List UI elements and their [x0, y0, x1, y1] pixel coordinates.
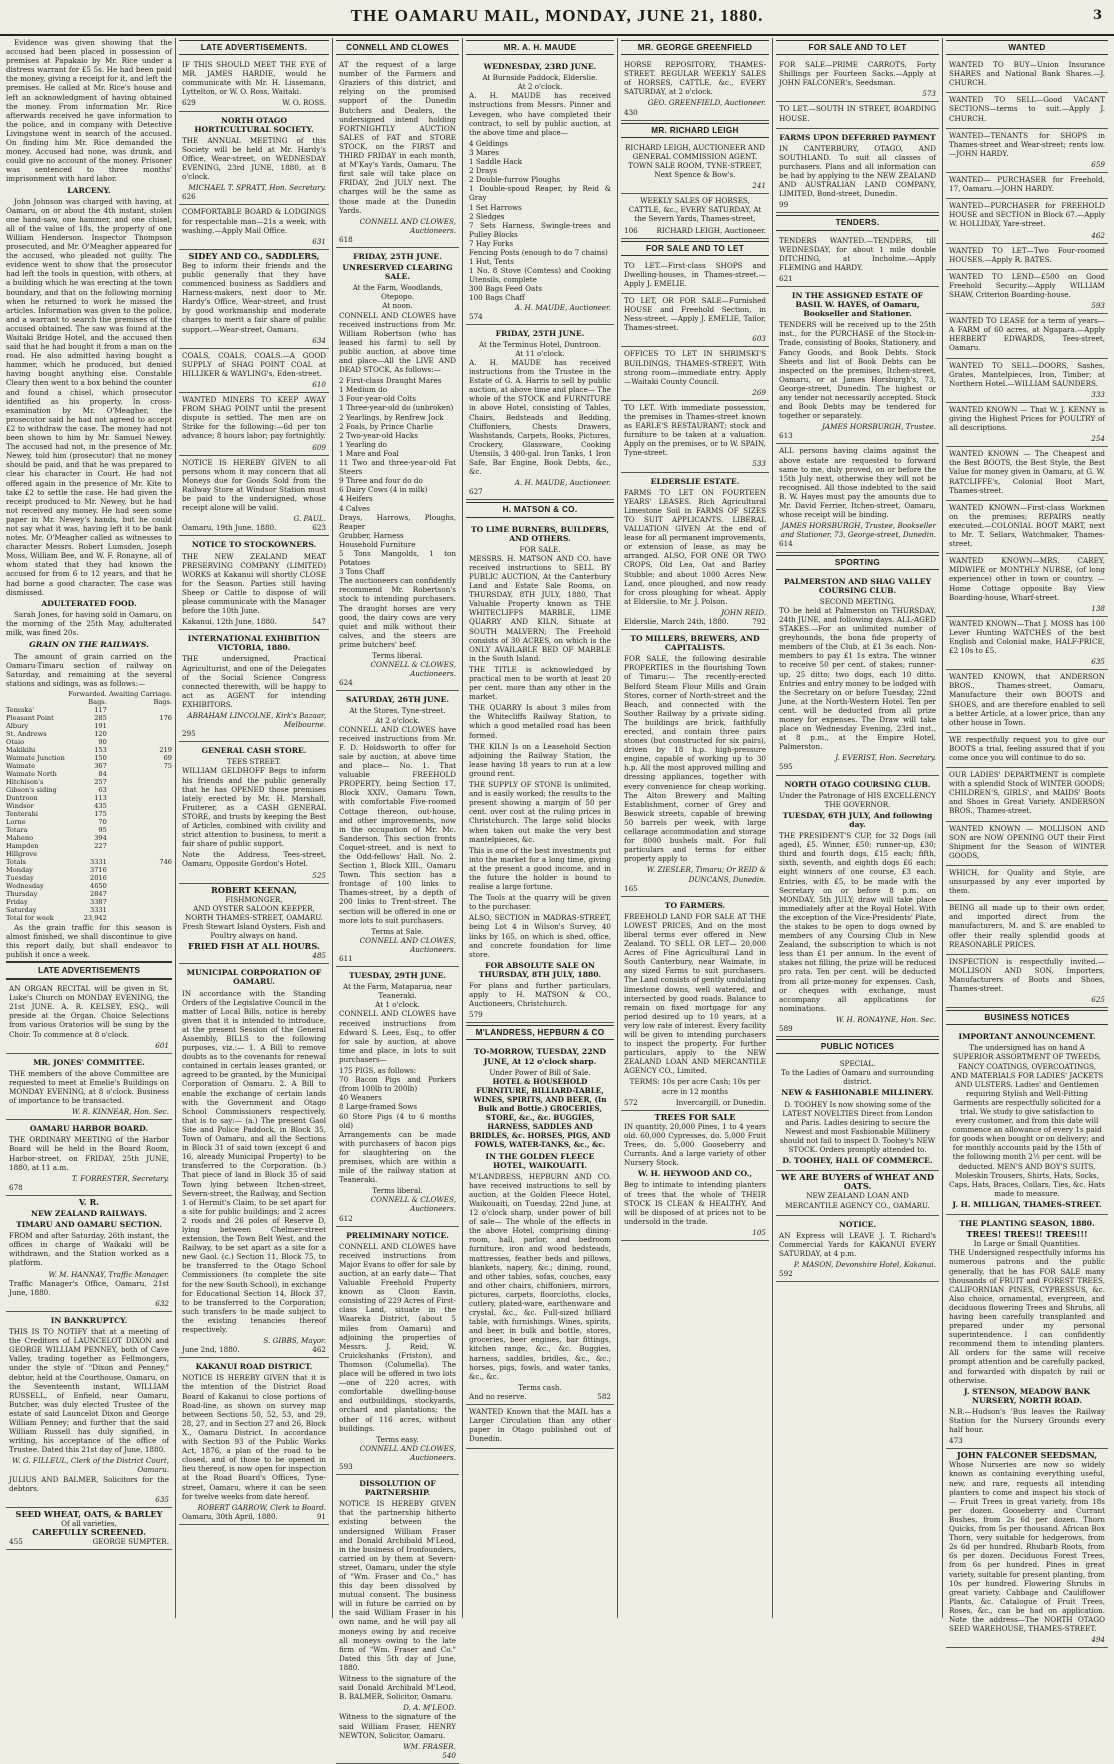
table-row: Tuesday 2016 — [6, 873, 107, 882]
wanted-ad: WANTED—TENANTS for SHOPS in Thames-street and Wear-street; rents low.—JOHN HARDY. 659 — [946, 129, 1108, 173]
list-item: Drays, Harrows, Ploughs, Reaper — [339, 512, 456, 531]
jones-committee-ad: MR. JONES' COMMITTEE. THE members of the above Committee are requested to meet at Emelie's Buildings on MONDAY EVENING, at 8 o'clock. Business of importance to be transacted. W. R. KINNEAR, Hon. Sec. — [6, 1054, 172, 1121]
hardie-ad: IF THIS SHOULD MEET THE EYE of MR. JAMES HARDIE, would he communicate with Mr. H. Lissemann, Lyttelton, or W. O. Ross, Waitaki. 629 W. O. ROSS. — [179, 58, 329, 111]
late-ads-heading-2: LATE ADVERTISEMENTS. — [179, 40, 329, 55]
list-item: 4 Geldings — [469, 138, 508, 148]
buyers-ad: WE ARE BUYERS of WHEAT AND OATS. NEW ZEALAND LOAN AND MERCANTILE AGENCY CO., OAMARU. — [776, 1171, 939, 1215]
railways-ad: V. R. NEW ZEALAND RAILWAYS. TIMARU AND OAMARU SECTION. FROM and after Saturday, 26th instant, the offices in charge of Waikaki will be withdrawn, and the Station worked as a platform. W. M. HANNAY, Traffic Manager. Traffic Manager's Office, Oamaru, 21st June, 1880. 632 — [6, 1196, 172, 1312]
kakanui-road-ad: KAKANUI ROAD DISTRICT. NOTICE IS HEREBY GIVEN that it is the intention of the District Road Board of Kakanui to close portions of Road-line, as shown on survey map between Sections 50, 52, 53, and 29, 28, 27, and in Section 27 and 26, Block X., Oamaru District. In accordance with Section 93 of the Public Works Act, 1876, a plan of the road to be closed, and of those to be opened in lieu thereof, is now open for inspection at the Road Board's Offices, Tyne-street, Oamaru, where it can be seen for twelve weeks from date hereof. ROBERT GARROW, Clerk to Board. Oamaru, 30th April, 1880. 91 — [179, 1358, 329, 1525]
larceny-heading: LARCENY. — [67, 185, 111, 195]
stock-sales-ad: AT the request of a large number of the Farmers and Graziers of this district, and relying on the promised support of the Dunedin Butchers and Dealers, the undersigned intend holding FORTNIGHTLY AUCTION SALES of FAT and STORE STOCK, on the FIRST and THIRD FRIDAY in each month, at M'Kay's Yards, Oamaru. The first sale will take place on FRIDAY, 2nd JULY next. The charges will be the same as those made at the Dunedin Yards. CONNELL AND CLOWES, Auctioneers. 618 — [336, 58, 459, 248]
harbor-board-ad: OAMARU HARBOR BOARD. THE ORDINARY MEETING of the Harbor Board will be held in the Board Room, Harbor-street, on FRIDAY, 25th JUNE, 1880, at 11 a.m. T. FORRESTER, Secretary. 678 — [6, 1120, 172, 1196]
wanted-ad: WANTED KNOWN—MRS. CAREY, MIDWIFE or MONTHLY NURSE, (of long experience) other in town or country. —Home Cottage opposite Bay View Boarding-house, Wharf-street. 138 — [946, 554, 1108, 617]
circulation-ad: WANTED Known that the MAIL has a Larger Circulation than any other paper in Otago published out of Dunedin. — [466, 1405, 614, 1449]
maude-burnside-ad: WEDNESDAY, 23RD JUNE. At Burnside Paddock, Elderslie. At 2 o'clock. A. H. MAUDE has received instructions from Messrs. Pinner and Levegen, who have completed their contract, to sell by public auction, at the above time and place— 4 Geldings 3 Mares 1 Saddle Hack 2 Drays 2 Double-furrow Ploughs 1 Double-spoud Reaper, by Reid & Gray 1 Set Harrows 2 Sledges 7 Sets Harness, Swingle-trees and Pulley Blocks 7 Hay Forks Fencing Posts (enough to do 7 chains) 1 Hut, Tents 1 No. 8 Stove (Comtess) and Cooking Utensils, complete 300 Bags Feed Oats 100 Bags Chaff A. H. MAUDE, Auctioneer. 574 — [466, 58, 614, 325]
horticultural-ad: NORTH OTAGO HORTICULTURAL SOCIETY. THE ANNUAL MEETING of this Society will be held at Mr. Hardy's Office, Wear-street, on WEDNESDAY EVENING, 23rd JUNE, 1880, at 8 o'clock. MICHAEL T. SPRATT, Hon. Secretary. 626 — [179, 112, 329, 206]
falconer-ad: JOHN FALCONER SEEDSMAN, Whose Nurseries are now so widely known as containing everything useful, new, and rare, requests all intending planters to come and inspect his stock of— Fruit Trees in great variety, from 18s per dozen. Gooseberry and Currant Bushes, from 2s 6d per dozen. Thorn Quicks, from 5s per thousand. African Box Thorn, very suitable for hedgerows, from 2s 6d per hundred. Rhubarb Roots, from 6s per dozen. Deciduous Forest Trees, from 6s per hundred. Pines in great variety, suitable for present planting, from 10s per hundred. Flowering Shrubs in great variety. Cabbage and Cauliflower Plants, &c. Catalogue of Fruit Trees, Roses, &c., can be had on application. Note the address—The NORTH OTAGO SEED WAREHOUSE, THAMES-STREET. 494 — [946, 1449, 1108, 1648]
list-item: 7 Sets Harness, Swingle-trees and Pulley Blocks — [469, 220, 611, 239]
express-ad: NOTICE. AN Express will LEAVE J. T. Richard's Commercial Yards for KAKANUI EVERY SATURDAY, at 4 p.m. P. MASON, Devonshire Hotel, Kakanui. 592 — [776, 1216, 939, 1283]
table-row: Windsor 435 — [6, 801, 107, 810]
leigh-weekly-ad: WEEKLY SALES OF HORSES, CATTLE, &c., EVERY SATURDAY, At the Severn Yards, Thames-street, 106 RICHARD LEIGH, Auctioneer. — [621, 194, 769, 238]
bankruptcy-ad: IN BANKRUPTCY. THIS IS TO NOTIFY that at a meeting of the Creditors of LAUNCELOT DIXON and GEORGE WILLIAM PENNEY, both of Cave Valley, trading together as Fellmongers, under the style of "Dixon and Penney," debtor, held at the Courthouse, Oamaru, on the Seventeenth instant, WILLIAM RUSSELL, of Enfield, near Oamaru, Butcher, was duly elected Trustee of the estate of said Launcelot Dixon and George William Penney; and further that the said William Russell has duly signified, in writing, his acceptance of the office of Trustee. Dated this 21st day of June, 1880. W. G. FILLEUL, Clerk of the District Court, Oamaru. JULIUS AND BALMER, Solicitors for the debtors. 635 — [6, 1312, 172, 1508]
keenan-ad: ROBERT KEENAN, FISHMONGER, AND OYSTER SALOON KEEPER, NORTH THAMES-STREET, OAMARU. Fresh Stewart Island Oysters. Fish and Poultry always on hand. FRIED FISH AT ALL HOURS. 485 — [179, 884, 329, 965]
sporting-heading: SPORTING — [776, 555, 939, 570]
court-report: Evidence was given showing that the accused had been placed in possession of premises at Papakaio by Mr. Rice under a distress warrant for £5 5s. He had been paid the money, giving a receipt for it, and left the premises. He called at Mr. Rice's house and left an acknowledgment of having obtained the money. From information Mr. Rice afterwards received he gave information to the police, and in company with Detective Livingstone went in search of the accused. On finding him Mr. Rice demanded the money. Accused had none, was drunk, and could give no account of the money. Prisoner was sentenced to three months' imprisonment with hard labor. — [6, 38, 172, 184]
list-item: 3 Mares — [469, 147, 499, 157]
table-row: Monday 3716 — [6, 865, 107, 874]
millinery-ad: SPECIAL. To the Ladies of Oamaru and surrounding district. NEW & FASHIONABLE MILLINERY. D. TOOHEY Is now showing some of the LATEST NOVELTIES Direct from London and Paris. Ladies desiring to secure the Newest and most Fashionable Millinery should not fail to inspect D. Toohey's NEW STOCK. Orders promptly attended to. D. TOOHEY, HALL OF COMMERCE. — [776, 1057, 939, 1171]
miners-ad: WANTED MINERS TO KEEP AWAY FROM SHAG POINT until the present dispute is settled. The men are on Strike for the following:—6d per ton advance; 8 hours labor; pay fortnightly. 609 — [179, 393, 329, 456]
wanted-ad: WANTED— PURCHASER for Freehold, 17, Oamaru.—JOHN HARDY. — [946, 173, 1108, 199]
wanted-ad: WANTED TO BUY—Union Insurance SHARES and National Bank Shares.—J. CHURCH. — [946, 58, 1108, 93]
grain-table: Forwarded. Awaiting Carriage. Bags. Bags. Temuka' 117 Pleasant Point 285 176 Albury 191 St. Andrews 120 Otaio 90 Makikihi 153 219 Waimate Junction 150 69 Waimate 367 75 Waimate North 84 Hitchison's 257 Gibson's siding 63 Duntroon 113 Windsor 435 Tenterahi 175 Lorne 70 Totara 95 Maheno 394 Hampden 227 Hillgrove Totals 3331 746 Monday 3716 Tuesday 2016 Wednesday 4650 Thursday 2847 Friday 3387 Saturday 3331 Total for week 23,942 — [6, 689, 172, 922]
deferred-farms-ad: FARMS UPON DEFERRED PAYMENT IN CANTERBURY, OTAGO, AND SOUTHLAND. To suit all classes of purchasers. Plans and all information can be had by applying to the NEW ZEALAND AND AUSTRALIAN LAND COMPANY, LIMITED, Bond-street, Dunedin. 99 — [776, 129, 939, 214]
list-item: 6 Dairy Cows (4 in milk) — [339, 485, 428, 495]
wanted-ad: WANTED KNOWN—That J. MOSS has 100 Lever Hunting WATCHES of the best English and Colonial make, HALF-PRICE, £2 10s to £5. 635 — [946, 617, 1108, 670]
wanted-heading: WANTED — [946, 40, 1108, 55]
table-row: Hitchison's 257 — [6, 777, 107, 786]
table-row: St. Andrews 120 — [6, 729, 107, 738]
table-row: Lorne 70 — [6, 817, 107, 826]
seed-wheat-ad: SEED WHEAT, OATS, & BARLEY Of all varieties, CAREFULLY SCREENED. 455 GEORGE SUMPTER. — [6, 1508, 172, 1550]
holdsworth-sale-ad: SATURDAY, 26TH JUNE. At the Stores, Tyne-street. At 2 o'clock. CONNELL AND CLOWES have received instructions from Mr. F. D. Holdsworth to offer for sale by auction, at above time and place— No. 1. That valuable FREEHOLD PROPERTY, being Section 17, Block XXIV., Oamaru Town, with comfortable Five-roomed Cottage thereon, out-house, and other improvements, now in the occupation of Mr. Mc. Sanderson. This section fronts Coquet-street, and is next to the Odd-fellows' Hall. No. 2. Section 1, Block XIII., Oamaru Town. This section has a frontage of 100 links to Thames-street, by a depth of 200 links to Trent-street. The section will be offered in one or more lots to suit purchasers. Terms at Sale. CONNELL AND CLOWES, Auctioneers. 611 — [336, 691, 459, 967]
table-row: Gibson's siding 63 — [6, 785, 107, 794]
column-5 — [621, 38, 769, 1618]
adulterated-report: Sarah Jones, for having sold in Oamaru, on the morning of the 25th May, adulterated milk, was fined 20s. — [6, 609, 172, 637]
list-item: 2 Yearlings, by Renfrew Jock — [339, 412, 444, 422]
column-3 — [336, 38, 459, 1760]
carrots-ad: FOR SALE—PRIME CARROTS, Forty Shillings per Fourteen Sacks.—Apply at JOHN FALCONER's, Seedsman. 573 — [776, 58, 939, 102]
milligan-ad: IMPORTANT ANNOUNCEMENT. The undersigned has on hand A SUPERIOR ASSORTMENT OF TWEEDS, FANCY COATINGS, OVERCOATINGS, AND MATERIALS FOR LADIES' JACKETS AND ULSTERS. Ladies' and Gentlemen requiring Stylish and Well-Fitting Garments are respectfully solicited for a trial. We study to give satisfaction to every customer, and from this date will commence an allowance of every 1s paid for goods when bought or on delivery; and for monthly accounts paid by the 15th of the following month 2½ per cent. will be deducted. MEN'S AND BOY'S SUITS, Moleskin Trousers, Shirts, Hats, Socks, Caps, Hats, Braces, Collars, Ties, &c. Hats made to measure. J. H. MILLIGAN, THAMES-STREET. — [946, 1028, 1108, 1215]
wanted-ad: WANTED KNOWN, that ANDERSON BROS., Thames-street, Oamaru, Manufacture their own BOOTS and SHOES, and are therefore enabled to sell a better Article, at a lower price, than any other house in Town. — [946, 670, 1108, 733]
grain-note: As the grain traffic for this season is almost finished, we shall discontinue to give this report daily, but shall endeavor to publish it once a week. — [6, 922, 172, 959]
column-4 — [466, 38, 614, 1618]
table-row: Saturday 3331 — [6, 905, 107, 914]
table-row: Waimate North 84 — [6, 769, 107, 778]
claims-ad: ALL persons having claims against the above estate are requested to forward same to me, duly proved, on or before the 15th July next, otherwise they will not be recognised. All those indebted to the said B. W. Hayes must pay the amounts due to Mr. David Ferrier, Itchen-street, Oamaru, whose receipt will be binding. JAMES HORSBURGH, Trustee, Bookseller and Stationer, 73, George-street, Dunedin. 614 — [776, 444, 939, 552]
boarding-house-ad: TO LET.—SOUTH IN STREET, BOARDING HOUSE. — [776, 102, 939, 128]
shops-to-let-ad: TO LET.—First-class SHOPS and Dwelling-houses, in Thames-street.—Apply J. EMELIE. — [621, 259, 769, 294]
list-item: 8 Large-framed Sows — [339, 1102, 418, 1112]
millers-ad: TO MILLERS, BREWERS, AND CAPITALISTS. FOR SALE, the following desirable PROPERTIES in the flourishing Town of Timaru:— The recently-erected Belford Steam Flour Mills and Grain Stores, corner of North-street and the Beach, and connected with the Souther Railway by a private siding. The buildings are brick, faithfully erected, and contain three pairs stones (but constructed for six pairs), driven by 18 h.p. high-pressure engine, capable of working up to 30 h.p. All the most approved milling and dressing appliances, together with every convenience for cheap working. The Alton Brewery and Malting Establishment, corner of Grey and Beswick streets, capable of brewing 50 barrels per week, with large cellarage accommodation and storage for 8000 bushels malt. For full particulars and terms for either property apply to W. ZIESLER, Timaru; Or REID & DUNCANS, Dunedin. 165 — [621, 630, 769, 897]
mlandress-ad: TO-MORROW, TUESDAY, 22ND JUNE, At 12 o'clock sharp. Under Power of Bill of Sale. HOTEL & HOUSEHOLD FURNITURE, BILLIARD-TABLE, WINES, SPIRITS, AND BEER, (In Bulk and Bottle.) GROCERIES, STORE, &c., &c. BUGGIES, HARNESS, SADDLES AND BRIDLES, &c. HORSES, PIGS, AND FOWLS, WATER-TANKS, &c., &c. IN THE GOLDEN FLEECE HOTEL, WAIKOUAITI. M'LANDRESS, HEPBURN AND CO. have received instructions to sell by auction, at the Golden Fleece Hotel, Waikouaiti, on Tuesday, 22nd June, at 12 o'clock sharp, under power of bill of sale— The whole of the effects in the above Hotel, comprising dining-room, hall, parlor, and bedroom furniture, iron and wood bedsteads, mattresses, feather beds and pillows, blankets, napery, &c.; dining, round, and other tables, sofas, couches, easy and other chairs, chiffoniers, mirrors, pictures, carpets, floorcloths, clocks, cutlery, plated-ware, earthenware and crystal, &c., &c. Full-sized billiard table, with furnishings. Wines, spirits, and beer, in bulk and bottle, stores, groceries, beer engines, bar fittings, kitchen range, &c., &c. Buggies, harness, saddles, bridles, &c., &c.; horses, pigs, fowls, and water tanks, &c., &c. Terms cash. And no reserve. 582 — [466, 1043, 614, 1405]
for-sale-heading: FOR SALE AND TO LET — [621, 241, 769, 256]
list-item: 1 Double-spoud Reaper, by Reid & Gray — [469, 184, 611, 203]
wanted-ad: BEING all made up to their own order, and imported direct from the manufacturers, M. and S. are enabled to offer their really splendid goods at REASONABLE PRICES. — [946, 901, 1108, 954]
wanted-ad: WANTED—PURCHASER for FREEHOLD HOUSE and SECTION in Block 67.—Apply W. HOLLIDAY, Yare-street. 462 — [946, 199, 1108, 243]
column-6 — [776, 38, 939, 1618]
list-item: 2 Foals, by Prince Charlie — [339, 421, 434, 431]
matson-heading: H. MATSON & CO. — [466, 502, 614, 517]
list-item: 300 Bags Feed Oats — [469, 284, 542, 294]
sidey-ad: SIDEY AND CO., SADDLERS, Beg to inform their friends and the public generally that they have commenced business as Saddlers and Harness-makers, next door to Mr. Hardy's Office, Wear-street, and trust by good workmanship and moderate charges to merit a fair share of public support.—Wear-street, Oamaru. 634 — [179, 250, 329, 349]
table-row: Tenterahi 175 — [6, 809, 107, 818]
table-row: Totara 95 — [6, 825, 107, 834]
list-item: 7 Hay Forks — [469, 238, 514, 248]
grain-intro: The amount of grain carried on the Oamaru-Timaru section of railway on Saturday, and remaining at the several stations and sidings, was as follows:— — [6, 652, 172, 689]
municipal-ad: MUNICIPAL CORPORATION OF OAMARU. IN accordance with the Standing Orders of the Legislative Council in the matter of Local Bills, notice is hereby given that it is intended to introduce, at the present Session of the General Assembly, BILLS to the following purposes, viz.:— 1. A Bill to remove doubts as to the covenants for renewal contained in certain leases granted, or agreed to be granted, by the Municipal Corporation of Oamaru. 2. A Bill to enable the exchange of certain lands with the Government and Otago School Commissioners respectively, that is to say:— (a.) The present Gaol Site and Police Paddock, in Block 35, Town of Oamaru, and all the Sections in Block 31 of said town (except 6 and 16, already Municipal Property) to be transferred to the Corporation. (b.) That piece of land in Block 35 of said Town lying between Itchen-street, Severn-street, the Railway, and Section 1 of Hermit's Claim, to be set apart for a site for public buildings; and 2 acres 2 roods and 26 poles of Reserve D, lying between Chelmer-street extension, the Town Belt West, and the Railway, to be set apart as a site for a new Gaol. (c.) Section 11, Block 75, to be transferred to the Otago School Commissioners (to complete the site for the new South School), in exchange for Educational Section 14, Block 37, to be transferred to the Corporation; such transfers to be made subject to the existing tenancies thereof respectively. S. GIBBS, Mayor. June 2nd, 1880. 462 — [179, 964, 329, 1358]
list-item: 1 Yearling do — [339, 439, 387, 449]
table-row: Temuka' 117 — [6, 705, 107, 714]
stenson-ad: THE PLANTING SEASON, 1880. TREES! TREES!! TREES!!! In Large or Small Quantities. THE Undersigned respectfully informs his numerous patrons and the public generally, that he has FOR SALE many thousands of FRUIT and FOREST TREES, CALIFORNIAN PINES, CYPRESSUS, &c. Also choice, ornamental, evergreen, and deciduous flowering Trees and Shrubs, all having been carefully transplanted and prepared under my personal superintendence. I can confidently recommend them to intending planters. All orders for the same will receive prompt attention and be carefully packed, and forwarded with dispatch by rail or otherwise. J. STENSON, MEADOW BANK NURSERY, NORTH ROAD. N.B.—Hudson's 'Bus leaves the Railway Station for the Nursery Grounds every half hour. 473 — [946, 1215, 1108, 1449]
table-row: Thursday 2847 — [6, 889, 107, 898]
house-to-let-ad: TO LET, OR FOR SALE—Furnished HOUSE and Freehold Section, in Ness-street. —Apply J. EMELIE, Tailor, Thames-street. 603 — [621, 294, 769, 347]
wanted-ad: WANTED TO SELL—DOORS, Sashes, Grates, Mantelpieces, Iron, Timber; at Northern Hotel.—WILLIAM SAUNDERS. 333 — [946, 359, 1108, 403]
table-row: Otaio 90 — [6, 737, 107, 746]
maude-duntroon-ad: FRIDAY, 25TH JUNE. At the Terminus Hotel, Duntroon. At 11 o'clock. A. H. MAUDE has received instructions from the Trustee in the Estate of G. A. Harris to sell by public auction, at above time and place— The whole of the STOCK and FURNITURE in above Hotel, consisting of Tables, Chairs, Bedsteads and Bedding, Chiffoniers, Chests Drawers, Washstands, Carpets, Books, Pictures, Crockery, Glassware, Cooking Utensils, 3 400-gal. Iron Tanks, 1 Iron Safe, Bar Engine, Book Debts, &c., &c. A. H. MAUDE, Auctioneer. 627 — [466, 325, 614, 501]
paul-notice-ad: NOTICE IS HEREBY GIVEN to all persons whom it may concern that all Moneys due for Goods Sold from the Railway Store at Windsor Station must be paid to the undersigned, whose receipt alone will be valid. G. PAUL. Oamaru, 19th June, 1880. 623 — [179, 456, 329, 537]
public-notices-heading: PUBLIC NOTICES — [776, 1039, 939, 1054]
newspaper-title: THE OAMARU MAIL, MONDAY, JUNE 21, 1880. — [350, 6, 764, 25]
coals-ad: COALS, COALS, COALS.—A GOOD SUPPLY of SHAG POINT COAL at HILLIKER & WAYLING's, Eden-street. 610 — [179, 349, 329, 393]
table-row: Makikihi 153 219 — [6, 745, 172, 754]
lodgings-ad: COMFORTABLE BOARD & LODGINGS for respectable man—21s a week, with washing.—Apply Mail Office. 631 — [179, 205, 329, 249]
leigh-ad: RICHARD LEIGH, AUCTIONEER AND GENERAL COMMISSION AGENT. TOWN SALE ROOM, TYNE-STREET, Next Spence & Bow's. 241 — [621, 141, 769, 194]
list-item: 2 Sledges — [469, 211, 505, 221]
list-item: 9 Three and four do do — [339, 476, 423, 486]
list-item: Fencing Posts (enough to do 7 chains) — [469, 247, 608, 257]
list-item: 1 Saddle Hack — [469, 157, 523, 167]
wanted-ad: OUR LADIES' DEPARTMENT is complete with a splendid Stock of WINTER GOODS; CHILDREN'S, GIRLS', and MAIDS' Boots and Shoes in Great Variety. ANDERSON BROS., Thames-street. — [946, 768, 1108, 821]
wanted-ad: WANTED TO SELL—Good VACANT SECTIONS—terms to suit.—Apply J. CHURCH. — [946, 93, 1108, 128]
exhibition-ad: INTERNATIONAL EXHIBITION VICTORIA, 1880. THE undersigned, Practical Agriculturist, and one of the Delegates of the Social Science Congress connected therewith, will be happy to act as AGENT for intending EXHIBITORS. ABRAHAM LINCOLNE, Kirk's Bazaar, Melbourne. 295 — [179, 630, 329, 742]
table-row: Maheno 394 — [6, 833, 107, 842]
list-item: 1 Set Harrows — [469, 202, 522, 212]
mlandress-heading: M'LANDRESS, HEPBURN & CO — [466, 1025, 614, 1040]
list-item: 2 First-class Draught Mares — [339, 376, 442, 386]
dissolution-ad: DISSOLUTION OF PARTNERSHIP. NOTICE IS HEREBY GIVEN that the partnership hitherto existing between the undersigned William Fraser and Donald Archibald M'Leod, in the business of Ironfounders, carried on by them at Severn-street, Oamaru, under the style of "Wm. Fraser and Co.," has this day been dissolved by mutual consent. The business will in future be carried on by the said William Fraser in his own name, and he will pay all moneys owing by and receive all moneys owing to the late firm of "Wm. Fraser and Co." Dated this 5th day of June, 1880. Witness to the signature of the said Donald Archibald M'Leod, B. BALMER, Solicitor, Oamaru. D. A. M'LEOD. Witness to the signature of the said William Fraser, HENRY NEWTON, Solicitor, Oamaru. WM. FRASER. 540 — [336, 1475, 459, 1764]
tenders-heading: TENDERS. — [776, 215, 939, 230]
list-item: 2 Double-furrow Ploughs — [469, 175, 561, 185]
list-item: 4 Heifers — [339, 494, 373, 504]
table-row: Duntroon 113 — [6, 793, 107, 802]
north-otago-coursing-ad: NORTH OTAGO COURSING CLUB. Under the Patronage of HIS EXCELLENCY THE GOVERNOR. TUESDAY, 6TH JULY, And following day. THE PRESIDENT'S CUP, for 32 Dogs (all aged), £5. Winner, £50; runner-up, £30; third and fourth dogs, £15 each; fifth, sixth, seventh, and eighth dogs £6 each; eight winners of one course, £3 each. Entries, with £5, to be made with the Secretary on or before 8 p.m. on MONDAY, 5th JULY; draw will take place immediately after at the Royal Hotel. With the exception of the Vice-Presidents' Plate, the stakes to be open to dogs owned by members of any Coursing Club in New Zealand, the subscription to which is not less than £1 per annum. In the event of stakes not filling, the prize will be reduced pro rata. Ten per cent. will be deducted from all prize-money for expenses. Cash, or cheques with exchange, must accompany all applications for nominations. W. H. RONAYNE, Hon. Sec. 589 — [776, 776, 939, 1038]
list-item: 1 Hut, Tents — [469, 257, 514, 267]
preliminary-notice-ad: PRELIMINARY NOTICE. CONNELL AND CLOWES have received instructions from Major Evans to offer for sale by auction, at an early date— That Valuable Freehold Property known as Cloon Eavin, consisting of 229 Acres of First-class Land, situate in the Waareka District, (about 5 miles from Oamaru) and adjoining the properties of Messrs. J. Reid, W. Cruickshanks (Friston), and Thomson (Columella). The place will be offered in two lots—one of 220 acres, with comfortable dwelling-house and outbuildings, stockyards, orchard and plantations; the other of 116 acres, without buildings. Terms easy. CONNELL AND CLOWES, Auctioneers. 593 — [336, 1227, 459, 1475]
list-item: 60 Store Pigs (4 to 6 months old) — [339, 1111, 456, 1130]
column-7 — [946, 38, 1108, 1645]
wanted-ad: WANTED TO LET—Two Four-roomed HOUSES.—Apply R. BATES. — [946, 244, 1108, 270]
list-item: 5 Tons Mangolds, 1 ton Potatoes — [339, 548, 456, 568]
wanted-ad: WANTED TO LEND—£500 on Good Freehold Security.—Apply WILLIAM SHAW, Criterion Boarding-house. 593 — [946, 270, 1108, 314]
column-2 — [179, 38, 329, 1618]
palmerston-coursing-ad: PALMERSTON AND SHAG VALLEY COURSING CLUB. SECOND MEETING. TO be held at Palmerston on THURSDAY, 24th JUNE, and following days. ALL-AGED STAKES.—For an unlimited number of greyhounds, the bona fide property of members of the Club, at £1 3s each. Non-members to pay £1 1s extra. The winner to receive 50 per cent. of stakes; runner-up, 25 ditto; two dogs, each 10 ditto. Entries and entry money to be lodged with the Secretary on or before Tuesday, 22nd June, at the North-Western Hotel. Ten per cent. will be deducted from all prize money for expenses. The Draw will take place on Wednesday Evening, 23rd inst., at 8 p.m., at the Empire Hotel, Palmerston. J. EVERIST, Hon. Secretary. 595 — [776, 573, 939, 776]
list-item: 175 PIGS, as follows: — [339, 1066, 417, 1076]
list-item: 1 No. 8 Stove (Comtess) and Cooking Utensils, complete — [469, 266, 611, 285]
cash-store-ad: GENERAL CASH STORE. TEES STREET. WILLIAM GELDHOFF Begs to inform his friends and the public generally that he has OPENED those premises lately erected by Mr. H. Marshall, Fruiterer, as a CASH GENERAL STORE, and trusts by keeping the Best of Articles, combined with civility and strict attention to business, to merit a fair share of public support. Note the Address, Tees-street, Oamaru, Opposite Gordon's Hotel. 525 — [179, 742, 329, 883]
list-item: 3 Four-year-old Colts — [339, 394, 416, 404]
offices-to-let-ad: OFFICES TO LET IN SHRIMSKI'S BUILDINGS, THAMES-STREET, With strong room—immediate entry. Apply—Waitaki County Council. 269 — [621, 347, 769, 400]
maude-heading: MR. A. H. MAUDE — [466, 40, 614, 55]
wanted-ad: WE respectfully request you to give our BOOTS a trial, feeling assured that if you come once you will continue to do so. — [946, 733, 1108, 768]
list-item: 2 Two-year-old Hacks — [339, 430, 418, 440]
list-item: 2 Drays — [469, 166, 498, 176]
table-row: Pleasant Point 285 176 — [6, 713, 172, 722]
list-item: 40 Weaners — [339, 1093, 382, 1103]
wanted-ad: WANTED TO LEASE for a term of years—A FARM of 60 acres, at Ngapara.—Apply HERBERT EDWARDS, Tees-street, Oamaru. — [946, 314, 1108, 358]
greenfield-ad: HORSE REPOSITORY, THAMES-STREET. REGULAR WEEKLY SALES of HORSES, CATTLE, &c., EVERY SATURDAY, at 2 o'clock. GEO. GREENFIELD, Auctioneer. 430 — [621, 58, 769, 121]
adulterated-heading: ADULTERATED FOOD. — [41, 598, 137, 608]
business-notices-heading: BUSINESS NOTICES — [946, 1010, 1108, 1025]
list-item: 4 Calves — [339, 503, 370, 513]
connell-clowes-heading: CONNELL AND CLOWES — [336, 40, 459, 55]
stockowners-ad: NOTICE TO STOCKOWNERS. THE NEW ZEALAND MEAT PRESERVING COMPANY (LIMITED) WORKS at Kakanui will shortly CLOSE for the Season. Parties still having Sheep or Cattle to dispose of will please communicate with the Manager before the 10th June. Kakanui, 12th June, 1880. 547 — [179, 536, 329, 630]
column-1 — [6, 38, 172, 1618]
table-row: Wednesday 4650 — [6, 881, 107, 890]
list-item: Grubber, Harness — [339, 530, 404, 540]
list-item: 70 Bacon Pigs and Porkers (from 100lb to 200lb) — [339, 1075, 456, 1094]
list-item: 11 Two and three-year-old Fat Steers — [339, 458, 456, 477]
masthead — [0, 0, 1114, 36]
list-item: 100 Bags Chaff — [469, 293, 525, 303]
wanted-ad: WANTED KNOWN — MOLLISON AND SON are NOW OPENING OUT their First Shipment for the Season of WINTER GOODS, — [946, 822, 1108, 866]
clearing-sale-ad: FRIDAY, 25TH JUNE. UNRESERVED CLEARING SALE. At the Farm, Woodlands, Otepopo. At noon. CONNELL AND CLOWES have received instructions from Mr. William Robertson (who has leased his farm) to sell by public auction, at above time and place—All the LIVE AND DEAD STOCK, As follows:— 2 First-class Draught Mares 1 Medium do 3 Four-year-old Colts 1 Three-year-old do (unbroken) 2 Yearlings, by Renfrew Jock 2 Foals, by Prince Charlie 2 Two-year-old Hacks 1 Yearling do 1 Mare and Foal 11 Two and three-year-old Fat Steers 9 Three and four do do 6 Dairy Cows (4 in milk) 4 Heifers 4 Calves Drays, Harrows, Ploughs, Reaper Grubber, Harness Household Furniture 5 Tons Mangolds, 1 ton Potatoes 3 Tons Chaff The auctioneers can confidently recommend Mr. Robertson's stock to intending purchasers. The draught horses are very good, the dairy cows are very quiet and milk without their calves, and the steers are prime butchers' beef. Terms liberal. CONNELL & CLOWES, Auctioneers. 624 — [336, 248, 459, 691]
organ-recital-ad: AN ORGAN RECITAL will be given in St. Luke's Church on MONDAY EVENING, the 21st JUNE. A. R. KELSEY, ESQ., will preside at the Organ. Choice Selections from various Oratorios will be sung by the Choir. To commence at 8 o'clock. 601 — [6, 982, 172, 1054]
wanted-ad: WANTED KNOWN—First-class Workmen on the premises; REPAIRS neatly executed.—COLONIAL BOOT MART, next to Mr. T. Sellars, Watchmaker, Thames-street. — [946, 501, 1108, 554]
larceny-report: John Johnson was charged with having, at Oamaru, on or about the 4th instant, stolen one hand-saw, one hammer, and one chisel, all of the value of 18s, the property of one William Henderson. Inspector Thompson prosecuted, and Mr. O'Meagher appeared for the accused, who pleaded not guilty. The evidence went to show that the prosecutor had left the tools in question, with others, at a building which he was erecting at the town boundary, and that on the following morning when he returned to work he missed the articles. Information was given to the police, and a warrant to search the premises of the accused obtained. The saw was found at the Waitaki Bridge Hotel, and the accused then said that he had bought it from a man on the road. He also admitted having bought a hammer, which he produced, but denied having bought anything else. Constable Cleary then went to a box behind the counter and found a chisel, which prosecutor identified as his property. In cross-examination by Mr. O'Meagher, the prosecutor said he had not agreed to accept £2 to withdraw the case. The money had not been shown to him by Mr. Samuel Newey. The accused had not, in the presence of Mr. Newey, told him (prosecutor) that no money should be paid, and that he was prepared to clear his character in Court. He had not offered again in the presence of Mr. Kite to take £2 to settle the case. He had given the receipt produced to Mr. Newey, but he had not received any money. He had seen some paper in Mr. Newey's hands, but he could not say what it was, having left it to be bank notes. Mr. O'Meagher called as witnesses to character Messrs. Robert Lumsden, Joseph Moss, William Bee, and W. F. Ronayne, all of whom stated that they had known the accused for from 6 to 12 years, and that he had borne a good character. The case was dismissed. — [6, 196, 172, 597]
table-row: Waimate 367 75 — [6, 761, 172, 770]
list-item: 1 Mare and Foal — [339, 448, 399, 458]
elderslie-ad: ELDERSLIE ESTATE. FARMS TO LET ON FOURTEEN YEARS' LEASES. Rich Agricultural Limestone Soil in FARMS OF SIZES TO SUIT APPLICANTS. LIBERAL VALUATION GIVEN At the end of lease for all permanent improvements, or extension of lease, as may be arranged. ALSO, FOR ONE OR TWO CROPS, Old Lea, Oat and Barley Stubble; and about 1000 Acres New Land, once ploughed, and now ready for cross ploughing for wheat. Apply at Elderslie, to Mr. J. Polson. JOHN REID. Elderslie, March 24th, 1880. 792 — [621, 473, 769, 631]
table-row: Friday 3387 — [6, 897, 107, 906]
wanted-ad: WANTED KNOWN — The Cheapest and the Best BOOTS, the Best Style, the Best Value for money given in Oamaru, at G. W. RATCLIFFE's, Colonial Boot Mart, Thames-street. — [946, 447, 1108, 500]
list-item: 3 Tons Chaff — [339, 567, 385, 577]
wanted-list — [946, 58, 1108, 1008]
restaurant-to-let-ad: TO LET. With immediate possession, the premises in Thames-street known as EARLE'S RESTAURANT; stock and furniture to be taken at a valuation. Apply on the premises, or to W. SPAIN, Tyne-street. 533 — [621, 401, 769, 473]
page-number: 3 — [1092, 8, 1102, 23]
greenfield-heading: MR. GEORGE GREENFIELD — [621, 40, 769, 55]
table-row: Hampden 227 — [6, 841, 107, 850]
trees-ad: TREES FOR SALE IN quantity. 20,000 Pines, 1 to 4 years old. 60,000 Cypresses, do. 5,000 Fruit Trees, do. 5,000 Gooseberry and Currants. And a large variety of other Nursery Stock. W. H. HEYWOOD AND CO., Beg to intimate to intending planters of trees that the whole of THEIR STOCK IS CLEAN & HEALTHY, And will be disposed of at prices not to be undersold in the trade. 105 — [621, 1111, 769, 1241]
wanted-ad: WHICH, for Quality and Style, are unsurpassed by any ever imported by them. — [946, 866, 1108, 901]
hayes-estate-ad: IN THE ASSIGNED ESTATE OF BASIL W. HAYES, of Oamaru, Bookseller and Stationer. TENDERS will be received up to the 25th inst., for the PURCHASE of the Stock-in-Trade, consisting of Books, Stationery, and Fancy Goods, and Book Debts. Stock Sheets and list of Book Debts can be inspected on the premises, Itchen-street, Oamaru, or at James Horsburgh's, 73, George-street, Dunedin. The highest or any tender not necessarily accepted. Stock and Book Debts may be tendered for together or separately. JAMES HORSBURGH, Trustee. 613 — [776, 287, 939, 445]
grain-heading: GRAIN ON THE RAILWAYS. — [29, 640, 149, 650]
leigh-heading: MR. RICHARD LEIGH — [621, 123, 769, 138]
wanted-ad: INSPECTION is respectfully invited.— MOLLISON AND SON, Importers, Manufacturers of Boots and Shoes, Thames-street. 625 — [946, 955, 1108, 1008]
table-row: Albury 191 — [6, 721, 107, 730]
pigs-sale-ad: TUESDAY, 29TH JUNE. At the Farm, Mataparua, near Teaneraki. At 1 o'clock. CONNELL AND CLOWES have received instructions from Edward S. Lees, Esq., to offer for sale by auction, at above time and place, in lots to suit purchasers— 175 PIGS, as follows: 70 Bacon Pigs and Porkers (from 100lb to 200lb) 40 Weaners 8 Large-framed Sows 60 Store Pigs (4 to 6 months old) Arrangements can be made with purchasers of bacon pigs for slaughtering on the premises, which are within a mile of the railway station at Teaneraki. Terms liberal. CONNELL & CLOWES, Auctioneers. 612 — [336, 967, 459, 1227]
list-item: 1 Medium do — [339, 385, 388, 395]
table-row: Hillgrove — [6, 849, 38, 858]
matson-ad: TO LIME BURNERS, BUILDERS, AND OTHERS. FOR SALE. MESSRS. H. MATSON AND CO. have received instructions to SELL BY PUBLIC AUCTION, At the Canterbury Land and Estate Sale Rooms, on THURSDAY, 8TH JULY, 1880, That Valuable Property known as THE WHITECLIFFS MARBLE, LIME QUARRY AND KILN, Situate at SOUTH MALVERN; The Freehold consists of 30 ACRES, on which is the ONLY AVAILABLE BED OF MARBLE in the South Island. THE TITLE is acknowledged by practical men to be worth at least 20 per cent. more than any other in the market. THE QUARRY Is about 3 miles from the Whitecliffs Railway Station, to which a good metalled road has been formed. THE KILN Is on a Leasehold Section adjoining the Railway Station, the lease having 18 years to run at a low ground rent. THE SUPPLY OF STONE Is unlimited, and is easily worked; the results to the present showing a margin of 50 per cent. over cost at the ruling prices in Christchurch. The large solid blocks when taken out make the very best mantelpieces, &c. This is one of the best investments put into the market for a long time, giving at the present a good income, and in the future the holder is bound to realise a large fortune. The Tools at the quarry will be given to the purchaser. ALSO, SECTION in MADRAS-STREET, being Lot 4 in Wilson's Survey, 40 links by 165, on which is shed, office, and concrete foundation for lime store. FOR ABSOLUTE SALE ON THURSDAY, 8TH JULY, 1880. For plans and further particulars, apply to H. MATSON & CO., Auctioneers, Christchurch. 579 — [466, 521, 614, 1024]
list-item: Household Furniture — [339, 539, 416, 549]
ditching-tender-ad: TENDERS WANTED.—TENDERS, till WEDNESDAY, for about 1 mile double DITCHING, at Incholme.—Apply FLEMING and HARDY. 621 — [776, 234, 939, 287]
list-item: 1 Three-year-old do (unbroken) — [339, 403, 454, 413]
for-sale-heading-2: FOR SALE AND TO LET — [776, 40, 939, 55]
late-ads-heading: LATE ADVERTISEMENTS — [6, 961, 172, 980]
farmers-ad: TO FARMERS. FREEHOLD LAND FOR SALE AT THE LOWEST PRICES, And on the most liberal terms ever offered in New Zealand. TO SELL OR LET— 20,000 Acres of Fine Agricultural Land in South Canterbury, near Waimate, in any sized Farms to suit purchasers. The Land consists of gently undulating limestone downs, well watered, and intersected by good roads. Balance to remain on fixed mortgage for any period desired up to 10 years, at a very low rate of interest. Every facility will be given to intending purchasers to inspect the property. For further particulars, apply to the NEW ZEALAND LOAN AND MERCANTILE AGENCY CO., Limited. TERMS: 10s per acre Cash; 10s per acre in 12 months 572 Invercargill, or Dunedin. — [621, 897, 769, 1111]
table-row: Waimate Junction 150 69 — [6, 753, 172, 762]
wanted-ad: WANTED KNOWN — That W. J. KENNY is giving the Highest Prices for POULTRY of all descriptions. 254 — [946, 403, 1108, 447]
